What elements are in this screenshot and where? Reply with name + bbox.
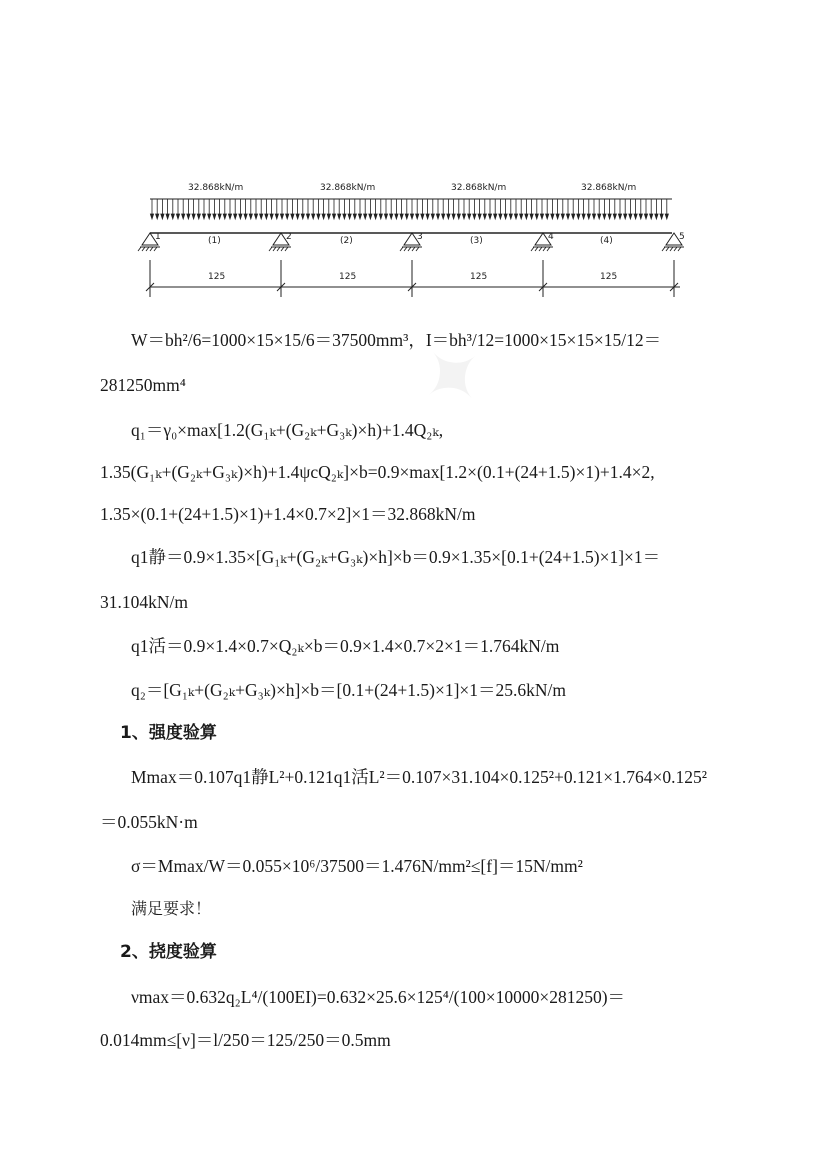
- heading-strength-check: 1、强度验算: [120, 723, 217, 743]
- w-formula-line2: 281250mm⁴: [100, 375, 186, 395]
- load-arrowhead: [452, 214, 455, 219]
- load-arrowhead: [540, 214, 543, 219]
- load-arrowhead: [618, 214, 621, 219]
- load-arrowhead: [499, 214, 502, 219]
- load-arrowhead: [275, 214, 278, 219]
- span-label-4: (4): [600, 236, 613, 246]
- q2-formula-line: q₂＝[G₁ₖ+(G₂ₖ+G₃ₖ)×h]×b＝[0.1+(24+1.5)×1]×1＝25.6kN/m: [131, 680, 567, 700]
- load-arrowhead: [436, 214, 439, 219]
- load-arrowhead: [494, 214, 497, 219]
- mmax-formula-line2: ＝0.055kN·m: [100, 812, 198, 832]
- load-arrowhead: [244, 214, 247, 219]
- load-arrowhead: [327, 214, 330, 219]
- load-arrowhead: [457, 214, 460, 219]
- load-arrowhead: [218, 214, 221, 219]
- load-arrowhead: [249, 214, 252, 219]
- dim-label-4: 125: [600, 272, 618, 282]
- load-label-1: 32.868kN/m: [188, 183, 244, 193]
- q1-static-line1: q1静＝0.9×1.35×[G₁ₖ+(G₂ₖ+G₃ₖ)×h]×b＝0.9×1.35×[0.1+(24+1.5)×1]×1＝: [131, 547, 661, 567]
- dim-label-1: 125: [208, 272, 226, 282]
- load-arrowhead: [171, 214, 174, 219]
- load-arrowhead: [650, 214, 653, 219]
- load-arrowhead: [166, 214, 169, 219]
- support-label: 3: [417, 232, 423, 242]
- load-arrowhead: [665, 214, 668, 219]
- load-label-4: 32.868kN/m: [581, 183, 637, 193]
- load-arrowhead: [228, 214, 231, 219]
- load-arrowhead: [369, 214, 372, 219]
- load-arrowhead: [468, 214, 471, 219]
- support-hatch: [662, 247, 684, 251]
- watermark: ✦: [397, 319, 510, 434]
- load-arrowhead: [488, 214, 491, 219]
- load-arrowhead: [556, 214, 559, 219]
- q1-formula-line3: 1.35×(0.1+(24+1.5)×1)+1.4×0.7×2]×1＝32.868kN/m: [100, 504, 476, 524]
- sigma-formula-line: σ＝Mmax/W＝0.055×10⁶/37500＝1.476N/mm²≤[f]＝15N/mm²: [131, 856, 583, 876]
- load-arrowhead: [587, 214, 590, 219]
- load-arrowhead: [400, 214, 403, 219]
- load-arrowhead: [161, 214, 164, 219]
- load-arrowhead: [364, 214, 367, 219]
- load-arrowhead: [317, 214, 320, 219]
- load-label-3: 32.868kN/m: [451, 183, 507, 193]
- load-arrowhead: [286, 214, 289, 219]
- load-arrowhead: [572, 214, 575, 219]
- load-arrowhead: [598, 214, 601, 219]
- load-arrowhead: [332, 214, 335, 219]
- load-arrowhead: [306, 214, 309, 219]
- load-arrowhead: [629, 214, 632, 219]
- load-arrowhead: [384, 214, 387, 219]
- q1-formula-line1: q₁＝γ₀×max[1.2(G₁ₖ+(G₂ₖ+G₃ₖ)×h)+1.4Q₂ₖ,: [131, 420, 444, 440]
- load-arrowhead: [546, 214, 549, 219]
- support-label: 5: [679, 232, 685, 242]
- load-arrowhead: [280, 214, 283, 219]
- load-arrowhead: [192, 214, 195, 219]
- load-label-2: 32.868kN/m: [320, 183, 376, 193]
- load-arrowhead: [374, 214, 377, 219]
- load-arrowhead: [473, 214, 476, 219]
- load-arrowhead: [182, 214, 185, 219]
- span-label-3: (3): [470, 236, 483, 246]
- load-arrowhead: [223, 214, 226, 219]
- load-arrowhead: [447, 214, 450, 219]
- dim-label-2: 125: [339, 272, 357, 282]
- q1-live-line: q1活＝0.9×1.4×0.7×Q₂ₖ×b＝0.9×1.4×0.7×2×1＝1.764kN/m: [131, 636, 560, 656]
- load-arrowhead: [301, 214, 304, 219]
- load-arrowhead: [291, 214, 294, 219]
- support-hatch: [400, 247, 422, 251]
- support-label: 4: [548, 232, 554, 242]
- load-arrowhead: [202, 214, 205, 219]
- load-arrowhead: [478, 214, 481, 219]
- span-label-2: (2): [340, 236, 353, 246]
- load-arrowhead: [270, 214, 273, 219]
- load-arrowhead: [343, 214, 346, 219]
- load-arrowhead: [405, 214, 408, 219]
- load-arrowhead: [213, 214, 216, 219]
- load-arrowhead: [592, 214, 595, 219]
- requirement-met-text: 满足要求！: [131, 899, 212, 918]
- load-arrowhead: [312, 214, 315, 219]
- load-arrows: [150, 199, 668, 219]
- load-arrowhead: [265, 214, 268, 219]
- load-arrowhead: [348, 214, 351, 219]
- support-hatch: [269, 247, 291, 251]
- load-arrowhead: [426, 214, 429, 219]
- q1-static-line2: 31.104kN/m: [100, 592, 188, 612]
- load-arrowhead: [624, 214, 627, 219]
- support-hatch: [138, 247, 160, 251]
- load-arrowhead: [358, 214, 361, 219]
- load-arrowhead: [535, 214, 538, 219]
- load-arrowhead: [338, 214, 341, 219]
- load-arrowhead: [156, 214, 159, 219]
- load-arrowhead: [613, 214, 616, 219]
- load-arrowhead: [566, 214, 569, 219]
- q1-formula-line2: 1.35(G₁ₖ+(G₂ₖ+G₃ₖ)×h)+1.4ψcQ₂ₖ]×b=0.9×max[1.2×(0.1+(24+1.5)×1)+1.4×2,: [100, 462, 655, 482]
- load-arrowhead: [582, 214, 585, 219]
- dimension-ticks: [146, 260, 678, 297]
- load-arrowhead: [644, 214, 647, 219]
- load-arrowhead: [603, 214, 606, 219]
- load-arrowhead: [395, 214, 398, 219]
- load-arrowhead: [462, 214, 465, 219]
- load-arrowhead: [509, 214, 512, 219]
- load-arrowhead: [296, 214, 299, 219]
- beam-diagram: [120, 165, 700, 305]
- w-formula-line1: W＝bh²/6=1000×15×15/6＝37500mm³，I＝bh³/12=1000×15×15×15/12＝: [131, 330, 662, 350]
- load-arrowhead: [520, 214, 523, 219]
- load-arrowhead: [353, 214, 356, 219]
- load-arrowhead: [208, 214, 211, 219]
- load-arrowhead: [187, 214, 190, 219]
- load-arrowhead: [525, 214, 528, 219]
- load-arrowhead: [530, 214, 533, 219]
- load-arrowhead: [608, 214, 611, 219]
- load-arrowhead: [421, 214, 424, 219]
- load-arrowhead: [483, 214, 486, 219]
- load-arrowhead: [639, 214, 642, 219]
- load-arrowhead: [416, 214, 419, 219]
- mmax-formula-line1: Mmax＝0.107q1静L²+0.121q1活L²＝0.107×31.104×0.125²+0.121×1.764×0.125²: [131, 767, 708, 787]
- load-arrowhead: [390, 214, 393, 219]
- support-label: 2: [286, 232, 292, 242]
- load-arrowhead: [150, 214, 153, 219]
- load-arrowhead: [379, 214, 382, 219]
- load-arrowhead: [260, 214, 263, 219]
- load-arrowhead: [234, 214, 237, 219]
- load-arrowhead: [176, 214, 179, 219]
- support-label: 1: [155, 232, 161, 242]
- dim-label-3: 125: [470, 272, 488, 282]
- vmax-formula-line1: νmax＝0.632q₂L⁴/(100EI)=0.632×25.6×125⁴/(100×10000×281250)＝: [131, 987, 626, 1007]
- load-arrowhead: [577, 214, 580, 219]
- load-arrowhead: [410, 214, 413, 219]
- load-arrowhead: [504, 214, 507, 219]
- load-arrowhead: [514, 214, 517, 219]
- load-arrowhead: [634, 214, 637, 219]
- load-arrowhead: [254, 214, 257, 219]
- load-arrowhead: [655, 214, 658, 219]
- heading-deflection-check: 2、挠度验算: [120, 942, 217, 962]
- load-arrowhead: [322, 214, 325, 219]
- load-arrowhead: [431, 214, 434, 219]
- load-arrowhead: [561, 214, 564, 219]
- load-arrowhead: [239, 214, 242, 219]
- vmax-formula-line2: 0.014mm≤[ν]＝l/250＝125/250＝0.5mm: [100, 1030, 391, 1050]
- support-hatch: [531, 247, 553, 251]
- load-arrowhead: [551, 214, 554, 219]
- span-label-1: (1): [208, 236, 221, 246]
- load-arrowhead: [660, 214, 663, 219]
- load-arrowhead: [442, 214, 445, 219]
- load-arrowhead: [197, 214, 200, 219]
